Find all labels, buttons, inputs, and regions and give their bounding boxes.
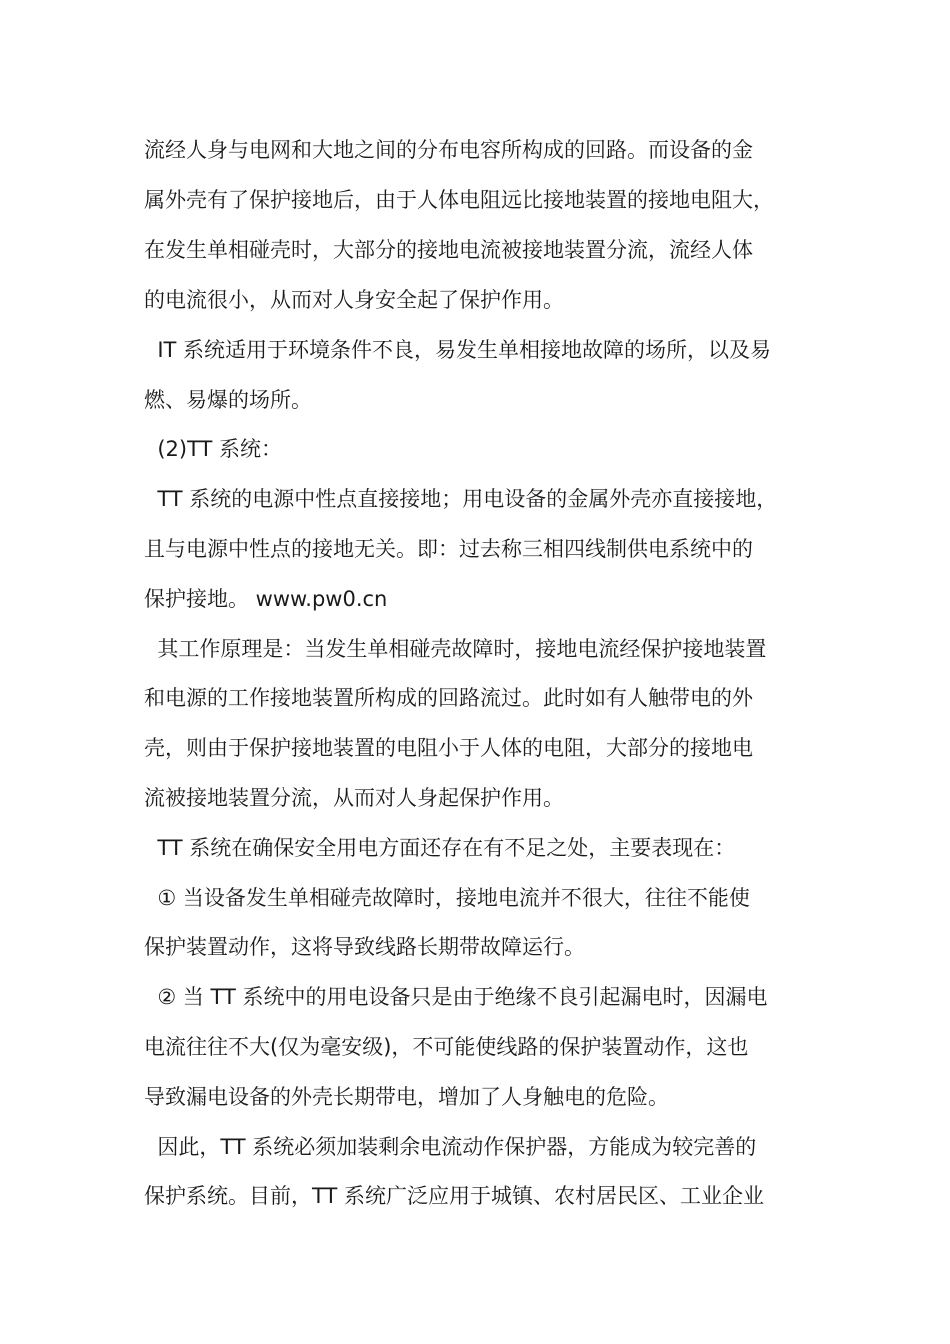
text-line: 导致漏电设备的外壳长期带电，增加了人身触电的危险。 xyxy=(144,1085,669,1109)
text-line: 壳，则由于保护接地装置的电阻小于人体的电阻，大部分的接地电 xyxy=(144,736,753,760)
text-line: 流被接地装置分流，从而对人身起保护作用。 xyxy=(144,786,564,810)
text-line: ② 当 TT 系统中的用电设备只是由于绝缘不良引起漏电时，因漏电 xyxy=(144,985,768,1009)
text-line: 且与电源中性点的接地无关。即：过去称三相四线制供电系统中的 xyxy=(144,537,753,561)
text-line: ① 当设备发生单相碰壳故障时，接地电流并不很大，往往不能使 xyxy=(144,886,750,910)
text-line: 保护接地。 www.pw0.cn xyxy=(144,587,388,611)
text-line: 因此，TT 系统必须加装剩余电流动作保护器，方能成为较完善的 xyxy=(144,1135,757,1159)
text-line: 电流往往不大(仅为毫安级)，不可能使线路的保护装置动作，这也 xyxy=(144,1035,749,1059)
text-line: TT 系统在确保安全用电方面还存在有不足之处，主要表现在： xyxy=(144,836,736,860)
text-line: (2)TT 系统： xyxy=(144,437,283,461)
text-line: 保护系统。目前，TT 系统广泛应用于城镇、农村居民区、工业企业 xyxy=(144,1184,764,1208)
text-line: 燃、易爆的场所。 xyxy=(144,388,312,412)
text-line: 流经人身与电网和大地之间的分布电容所构成的回路。而设备的金 xyxy=(144,138,753,162)
text-line: 属外壳有了保护接地后，由于人体电阻远比接地装置的接地电阻大， xyxy=(144,188,774,212)
text-line: 的电流很小，从而对人身安全起了保护作用。 xyxy=(144,288,564,312)
text-line: 在发生单相碰壳时，大部分的接地电流被接地装置分流，流经人体 xyxy=(144,238,753,262)
text-line: 和电源的工作接地装置所构成的回路流过。此时如有人触带电的外 xyxy=(144,686,753,710)
text-line: TT 系统的电源中性点直接接地；用电设备的金属外壳亦直接接地， xyxy=(144,487,778,511)
text-line: 其工作原理是：当发生单相碰壳故障时，接地电流经保护接地装置 xyxy=(144,637,767,661)
text-line: 保护装置动作，这将导致线路长期带故障运行。 xyxy=(144,935,585,959)
text-line: IT 系统适用于环境条件不良，易发生单相接地故障的场所，以及易 xyxy=(144,338,772,362)
